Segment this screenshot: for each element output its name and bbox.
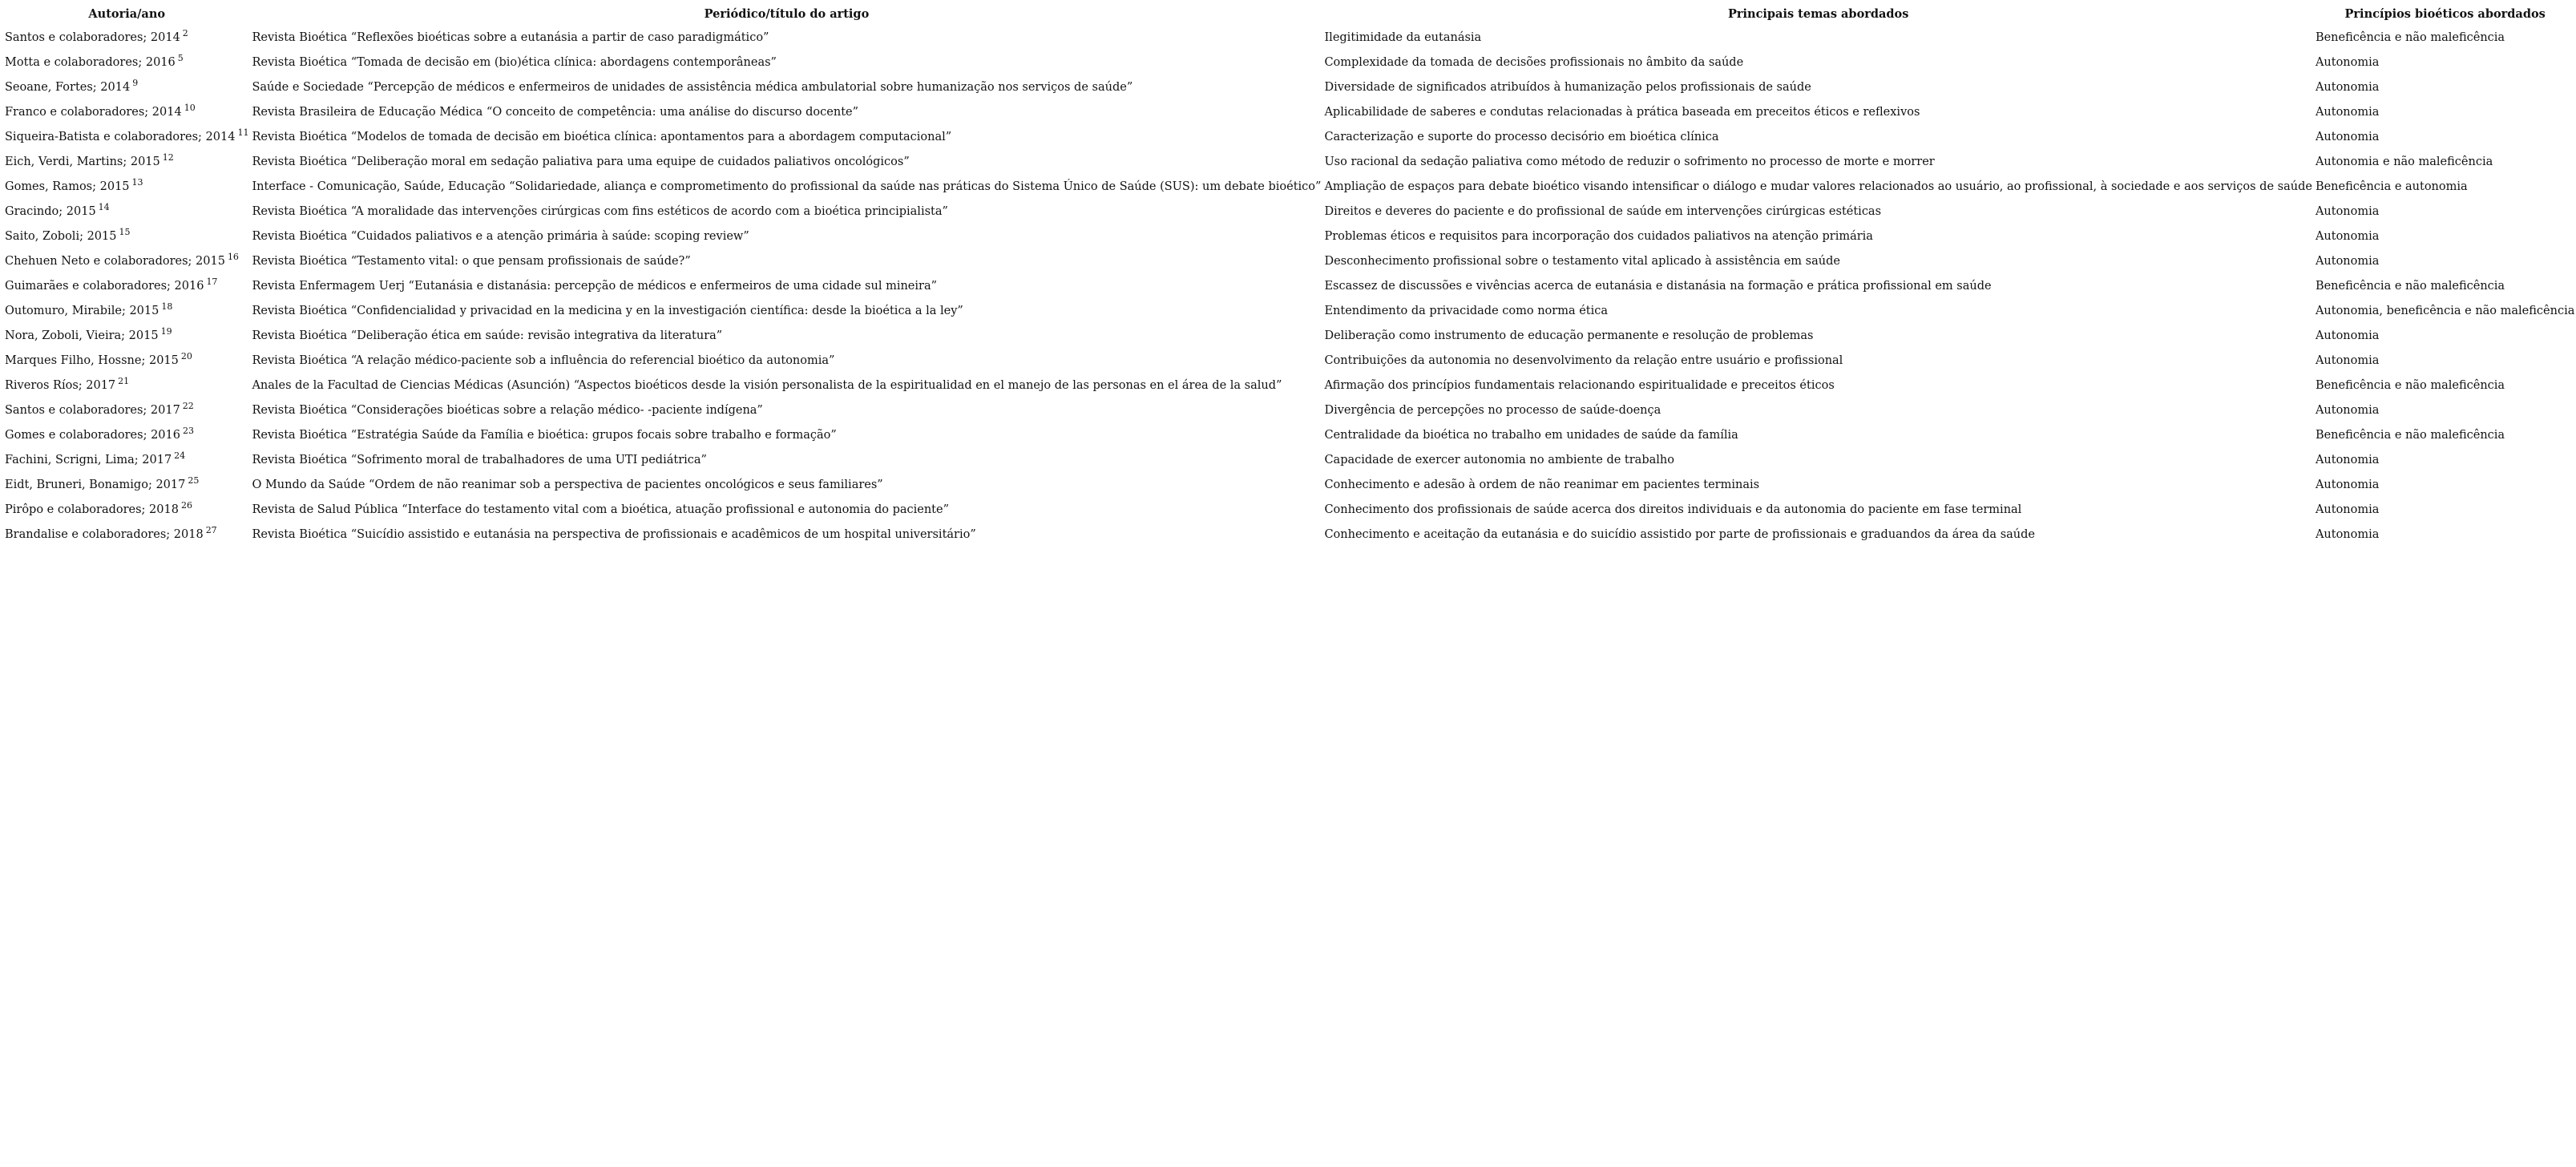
article-cell: Anales de la Facultad de Ciencias Médicas (Asunción) “Aspectos bioéticos desde la visión personalista de la espiritualidad en el manejo de las personas en el área de la salud”: [252, 378, 1282, 392]
author-year: Outomuro, Mirabile; 2015: [5, 304, 159, 317]
author-cell: [3, 199, 250, 224]
author-cell: [3, 447, 250, 472]
article-cell: Revista Bioética “Cuidados paliativos e a atenção primária à saúde: scoping review”: [252, 229, 749, 243]
author-year: Santos e colaboradores; 2017: [5, 403, 180, 417]
author-year: Seoane, Fortes; 2014: [5, 80, 131, 94]
principles-cell: Autonomia: [2315, 353, 2380, 367]
table-row: [3, 75, 2576, 99]
principles-cell: Beneficência e não maleficência: [2315, 279, 2505, 293]
principles-cell: Autonomia: [2315, 55, 2380, 69]
table-row: [3, 25, 2576, 50]
reference-number: 2: [182, 27, 188, 38]
author-cell: [3, 224, 250, 248]
themes-cell: Centralidade da bioética no trabalho em unidades de saúde da família: [1324, 428, 1738, 442]
header-row: [3, 3, 2576, 25]
author-cell: [3, 25, 250, 50]
header-themes: Principais temas abordados: [1727, 6, 1909, 21]
article-cell: Revista Bioética “Confidencialidad y privacidad en la medicina y en la investigación científica: desde la bioética a la ley”: [252, 304, 963, 317]
reference-number: 14: [98, 201, 110, 212]
themes-cell: Escassez de discussões e vivências acerca de eutanásia e distanásia na formação e prática profissional em saúde: [1324, 279, 1992, 293]
themes-cell: Divergência de percepções no processo de saúde-doença: [1324, 403, 1661, 417]
principles-cell: Autonomia: [2315, 229, 2380, 243]
table-row: [3, 298, 2576, 323]
table-row: [3, 149, 2576, 174]
article-cell: Revista Bioética “Considerações bioéticas sobre a relação médico- -paciente indígena”: [252, 403, 763, 417]
author-year: Santos e colaboradores; 2014: [5, 30, 180, 44]
themes-cell: Conhecimento e aceitação da eutanásia e do suicídio assistido por parte de profissionais e graduandos da área da saúde: [1324, 527, 2035, 541]
themes-cell: Caracterização e suporte do processo decisório em bioética clínica: [1324, 130, 1719, 143]
reference-number: 18: [161, 301, 173, 312]
table-row: [3, 447, 2576, 472]
themes-cell: Desconhecimento profissional sobre o testamento vital aplicado à assistência em saúde: [1324, 254, 1840, 268]
author-cell: [3, 422, 250, 447]
author-year: Gomes, Ramos; 2015: [5, 180, 130, 193]
author-cell: [3, 248, 250, 273]
author-year: Motta e colaboradores; 2016: [5, 55, 176, 69]
author-cell: [3, 522, 250, 547]
article-cell: Revista Bioética “Sofrimento moral de trabalhadores de uma UTI pediátrica”: [252, 453, 707, 466]
author-year: Siqueira-Batista e colaboradores; 2014: [5, 130, 236, 143]
reference-number: 27: [205, 524, 217, 535]
table-row: [3, 124, 2576, 149]
themes-cell: Complexidade da tomada de decisões profissionais no âmbito da saúde: [1324, 55, 1744, 69]
principles-cell: Autonomia: [2315, 254, 2380, 268]
table-row: [3, 224, 2576, 248]
table-row: [3, 199, 2576, 224]
principles-cell: Beneficência e não maleficência: [2315, 30, 2505, 44]
reference-number: 20: [180, 350, 192, 361]
article-cell: Revista Bioética “A relação médico-paciente sob a influência do referencial bioético da autonomia”: [252, 353, 835, 367]
reference-number: 15: [119, 226, 131, 237]
principles-cell: Autonomia e não maleficência: [2315, 155, 2493, 168]
principles-cell: Autonomia: [2315, 105, 2380, 119]
principles-cell: Autonomia: [2315, 204, 2380, 218]
author-cell: [3, 497, 250, 522]
author-year: Riveros Ríos; 2017: [5, 378, 116, 392]
reference-number: 22: [182, 400, 194, 411]
author-cell: [3, 323, 250, 348]
author-year: Eidt, Bruneri, Bonamigo; 2017: [5, 478, 186, 491]
themes-cell: Problemas éticos e requisitos para incorporação dos cuidados paliativos na atenção primária: [1324, 229, 1873, 243]
author-year: Franco e colaboradores; 2014: [5, 105, 182, 119]
author-cell: [3, 149, 250, 174]
article-cell: Revista Brasileira de Educação Médica “O conceito de competência: uma análise do discurso docente”: [252, 105, 859, 119]
themes-cell: Deliberação como instrumento de educação permanente e resolução de problemas: [1324, 329, 1814, 342]
table-row: [3, 373, 2576, 398]
reference-number: 11: [237, 127, 249, 138]
header-article: Periódico/título do artigo: [704, 6, 870, 21]
articles-table: [3, 3, 2576, 547]
table-row: [3, 497, 2576, 522]
author-year: Chehuen Neto e colaboradores; 2015: [5, 254, 225, 268]
principles-cell: Beneficência e não maleficência: [2315, 378, 2505, 392]
author-cell: [3, 273, 250, 298]
table-row: [3, 323, 2576, 348]
principles-cell: Beneficência e autonomia: [2315, 180, 2468, 193]
author-year: Nora, Zoboli, Vieira; 2015: [5, 329, 159, 342]
author-cell: [3, 348, 250, 373]
table-row: [3, 273, 2576, 298]
author-year: Pirôpo e colaboradores; 2018: [5, 503, 179, 516]
reference-number: 26: [180, 499, 192, 511]
article-cell: O Mundo da Saúde “Ordem de não reanimar sob a perspectiva de pacientes oncológicos e seus familiares”: [252, 478, 883, 491]
themes-cell: Ampliação de espaços para debate bioético visando intensificar o diálogo e mudar valores relacionados ao usuário, ao profissional, à sociedade e aos serviços de saúde: [1324, 180, 2312, 193]
author-cell: [3, 50, 250, 75]
table-row: [3, 522, 2576, 547]
themes-cell: Contribuições da autonomia no desenvolvimento da relação entre usuário e profissional: [1324, 353, 1843, 367]
reference-number: 19: [160, 325, 172, 337]
themes-cell: Conhecimento dos profissionais de saúde acerca dos direitos individuais e da autonomia do paciente em fase terminal: [1324, 503, 2022, 516]
reference-number: 17: [206, 276, 218, 287]
article-cell: Revista Bioética “Suicídio assistido e eutanásia na perspectiva de profissionais e acadêmicos de um hospital universitário”: [252, 527, 976, 541]
principles-cell: Autonomia: [2315, 503, 2380, 516]
article-cell: Revista Bioética “Tomada de decisão em (bio)ética clínica: abordagens contemporâneas”: [252, 55, 777, 69]
author-year: Gomes e colaboradores; 2016: [5, 428, 180, 442]
themes-cell: Afirmação dos princípios fundamentais relacionando espiritualidade e preceitos éticos: [1324, 378, 1835, 392]
author-year: Eich, Verdi, Martins; 2015: [5, 155, 160, 168]
table-row: [3, 472, 2576, 497]
author-cell: [3, 298, 250, 323]
author-year: Gracindo; 2015: [5, 204, 96, 218]
principles-cell: Autonomia: [2315, 403, 2380, 417]
author-cell: [3, 75, 250, 99]
reference-number: 16: [227, 251, 239, 262]
table-row: [3, 248, 2576, 273]
principles-cell: Autonomia: [2315, 527, 2380, 541]
article-cell: Revista Bioética “A moralidade das intervenções cirúrgicas com fins estéticos de acordo com a bioética principialista”: [252, 204, 948, 218]
reference-number: 5: [177, 52, 184, 63]
article-cell: Revista Enfermagem Uerj “Eutanásia e distanásia: percepção de médicos e enfermeiros de uma cidade sul mineira”: [252, 279, 938, 293]
table-row: [3, 348, 2576, 373]
reference-number: 24: [174, 450, 186, 461]
table-row: [3, 174, 2576, 199]
themes-cell: Uso racional da sedação paliativa como método de reduzir o sofrimento no processo de morte e morrer: [1324, 155, 1935, 168]
author-year: Guimarães e colaboradores; 2016: [5, 279, 204, 293]
header-author: Autoria/ano: [88, 6, 166, 21]
reference-number: 13: [131, 176, 143, 188]
article-cell: Revista Bioética “Estratégia Saúde da Família e bioética: grupos focais sobre trabalho e formação”: [252, 428, 837, 442]
author-year: Fachini, Scrigni, Lima; 2017: [5, 453, 172, 466]
principles-cell: Autonomia: [2315, 80, 2380, 94]
article-cell: Revista Bioética “Testamento vital: o que pensam profissionais de saúde?”: [252, 254, 691, 268]
themes-cell: Entendimento da privacidade como norma ética: [1324, 304, 1609, 317]
themes-cell: Conhecimento e adesão à ordem de não reanimar em pacientes terminais: [1324, 478, 1760, 491]
article-cell: Revista Bioética “Deliberação ética em saúde: revisão integrativa da literatura”: [252, 329, 723, 342]
author-year: Saito, Zoboli; 2015: [5, 229, 117, 243]
article-cell: Revista Bioética “Deliberação moral em sedação paliativa para uma equipe de cuidados paliativos oncológicos”: [252, 155, 910, 168]
author-cell: [3, 373, 250, 398]
principles-cell: Autonomia: [2315, 478, 2380, 491]
themes-cell: Direitos e deveres do paciente e do profissional de saúde em intervenções cirúrgicas estéticas: [1324, 204, 1882, 218]
header-principles: Princípios bioéticos abordados: [2344, 6, 2546, 21]
reference-number: 9: [132, 77, 139, 88]
article-cell: Revista de Salud Pública “Interface do testamento vital com a bioética, atuação profissional e autonomia do paciente”: [252, 503, 949, 516]
article-cell: Saúde e Sociedade “Percepção de médicos e enfermeiros de unidades de assistência médica ambulatorial sobre humanização nos serviços de saúde”: [252, 80, 1133, 94]
themes-cell: Aplicabilidade de saberes e condutas relacionadas à prática baseada em preceitos éticos e reflexivos: [1324, 105, 1920, 119]
article-cell: Interface - Comunicação, Saúde, Educação “Solidariedade, aliança e comprometimento do profissional da saúde nas práticas do Sistema Único de Saúde (SUS): um debate bioético”: [252, 180, 1322, 193]
author-cell: [3, 398, 250, 422]
reference-number: 12: [162, 151, 174, 163]
reference-number: 10: [184, 102, 196, 113]
reference-number: 23: [182, 425, 194, 436]
themes-cell: Capacidade de exercer autonomia no ambiente de trabalho: [1324, 453, 1674, 466]
author-year: Marques Filho, Hossne; 2015: [5, 353, 179, 367]
author-cell: [3, 99, 250, 124]
reference-number: 25: [188, 474, 200, 486]
article-cell: Revista Bioética “Reflexões bioéticas sobre a eutanásia a partir de caso paradigmático”: [252, 30, 769, 44]
table-row: [3, 422, 2576, 447]
principles-cell: Autonomia: [2315, 329, 2380, 342]
principles-cell: Beneficência e não maleficência: [2315, 428, 2505, 442]
reference-number: 21: [118, 375, 130, 386]
table-row: [3, 50, 2576, 75]
article-cell: Revista Bioética “Modelos de tomada de decisão em bioética clínica: apontamentos para a abordagem computacional”: [252, 130, 952, 143]
principles-cell: Autonomia, beneficência e não maleficência: [2315, 304, 2575, 317]
table-body: [3, 25, 2576, 547]
principles-cell: Autonomia: [2315, 453, 2380, 466]
principles-cell: Autonomia: [2315, 130, 2380, 143]
author-cell: [3, 174, 250, 199]
author-cell: [3, 472, 250, 497]
table-row: [3, 398, 2576, 422]
table-row: [3, 99, 2576, 124]
author-cell: [3, 124, 250, 149]
author-year: Brandalise e colaboradores; 2018: [5, 527, 204, 541]
themes-cell: Ilegitimidade da eutanásia: [1324, 30, 1482, 44]
themes-cell: Diversidade de significados atribuídos à humanização pelos profissionais de saúde: [1324, 80, 1811, 94]
